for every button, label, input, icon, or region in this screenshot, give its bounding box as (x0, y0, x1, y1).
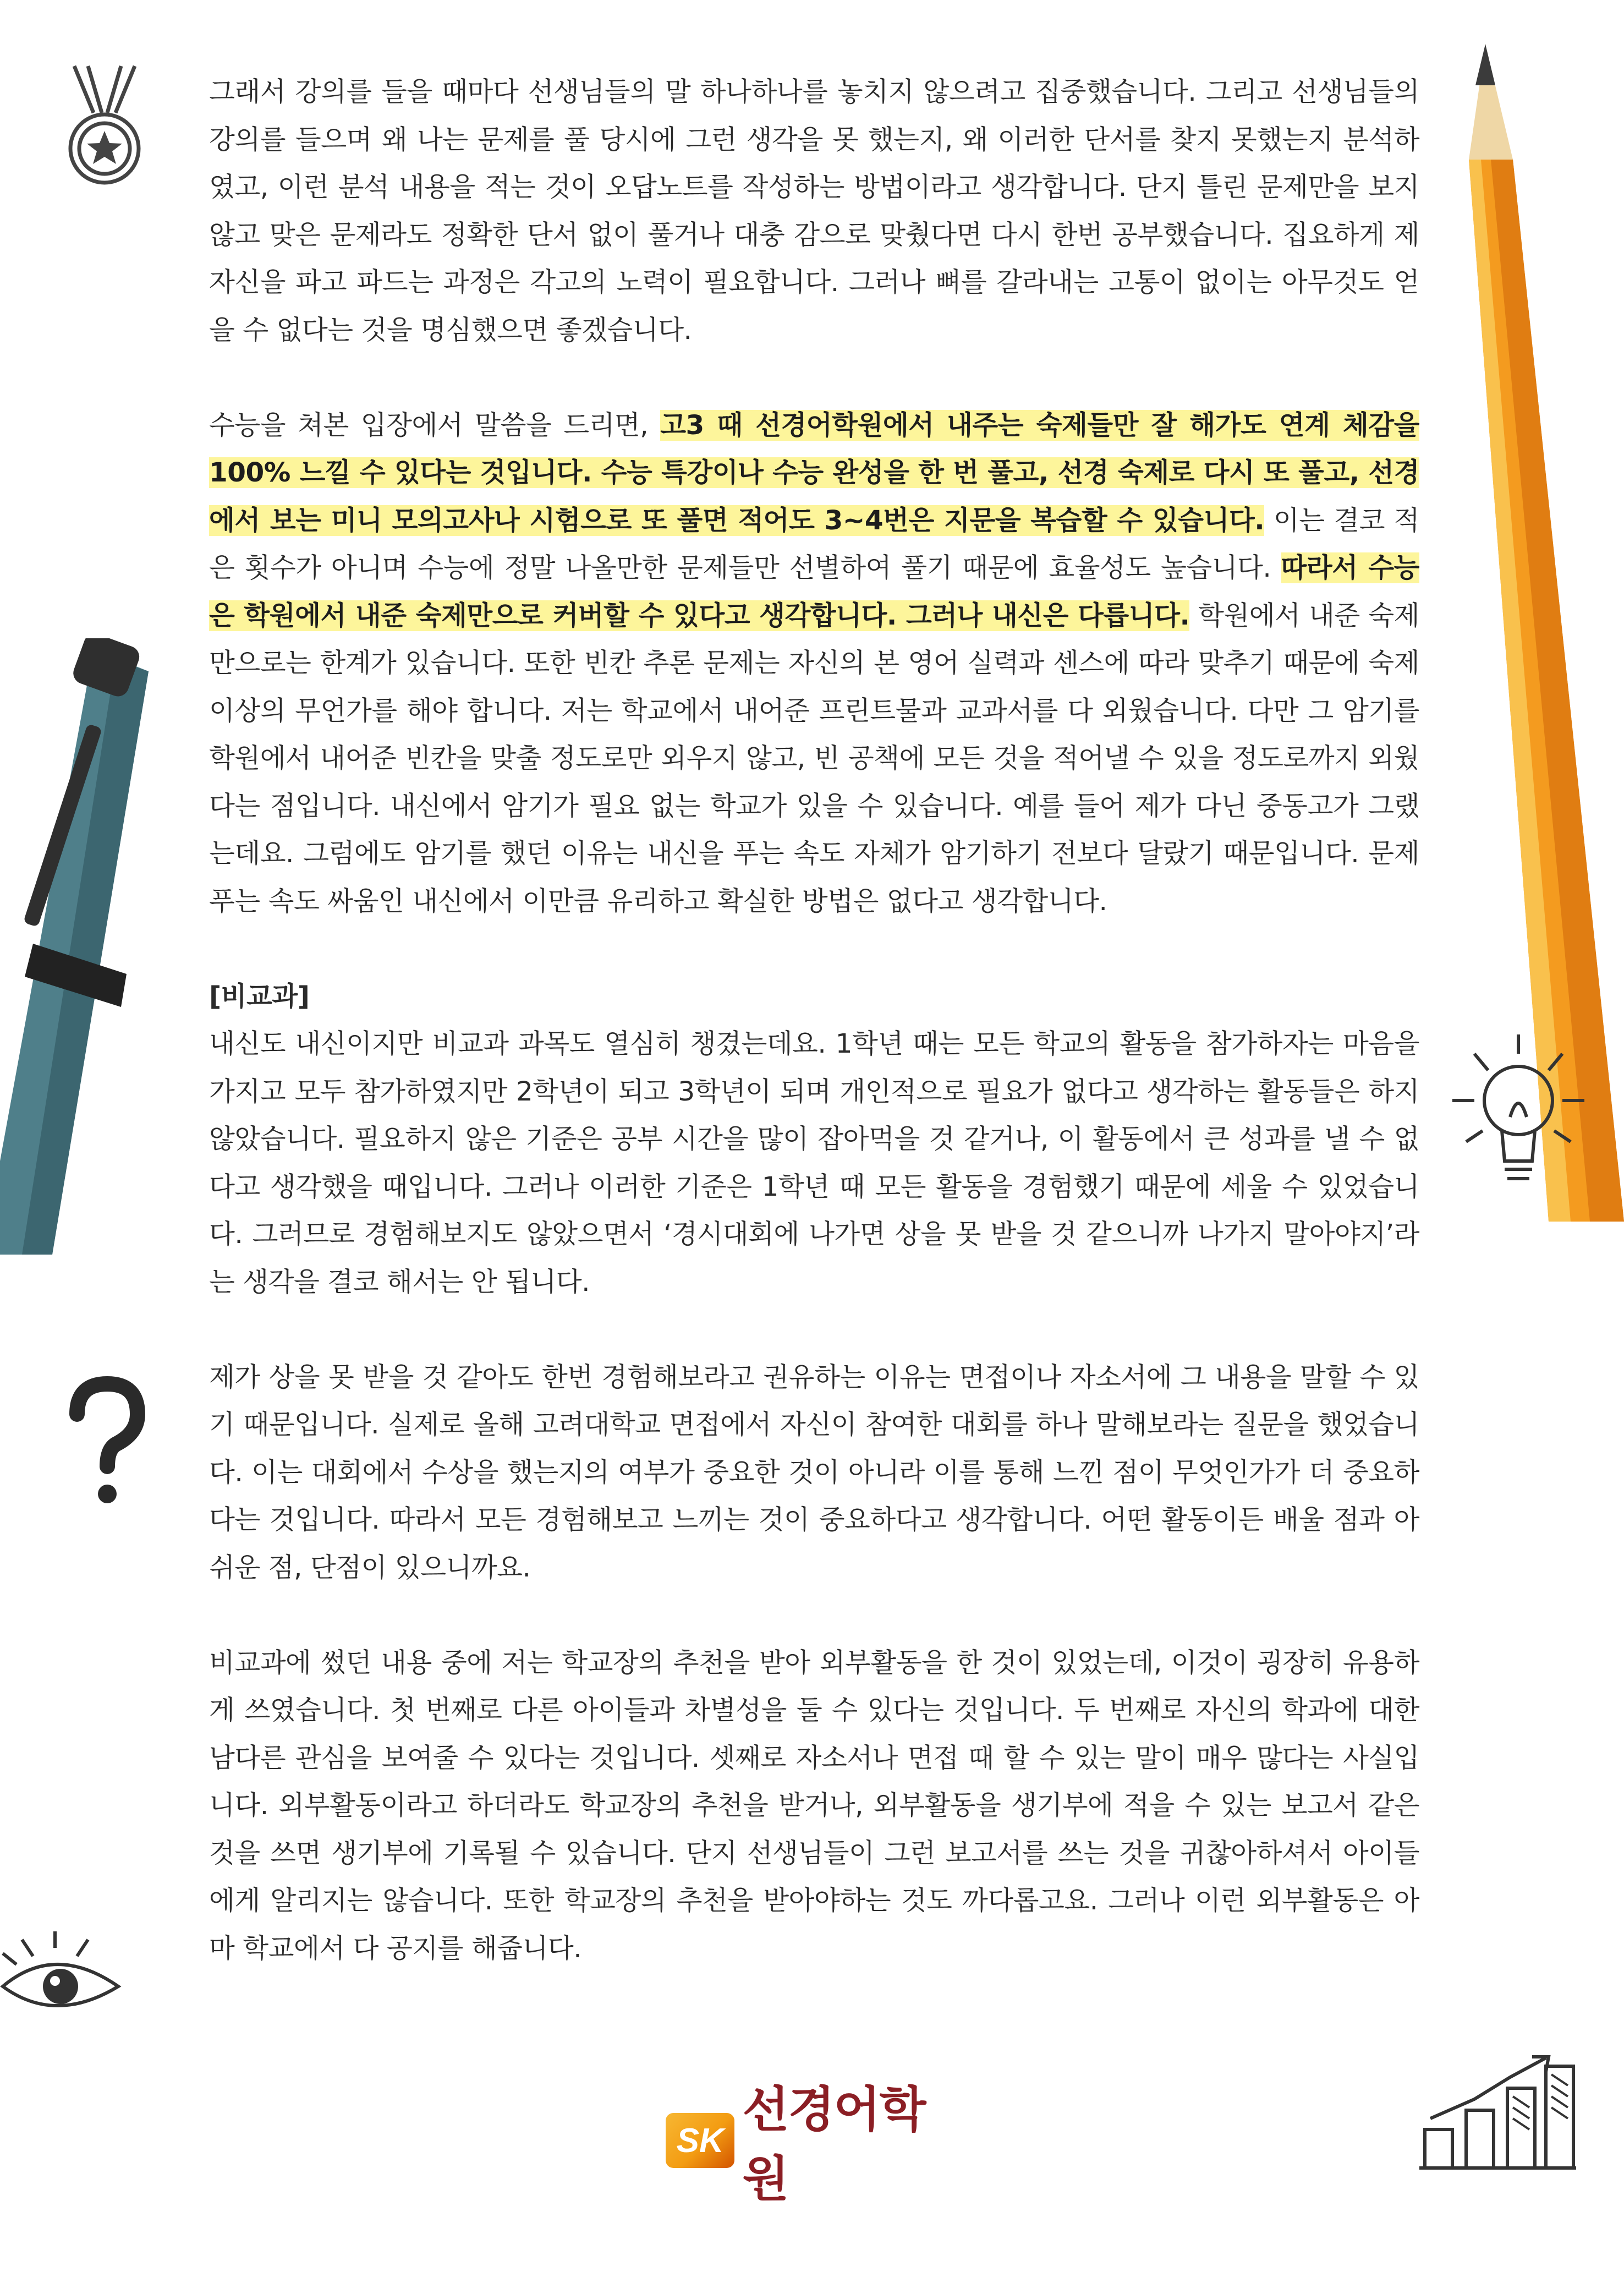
section-heading: [비교과] (209, 981, 310, 1012)
paragraph: 비교과에 썼던 내용 중에 저는 학교장의 추천을 받아 외부활동을 한 것이 있었는데, 이것이 굉장히 유용하게 쓰였습니다. 첫 번째로 다른 아이들과 차별성을 둘 수 있다는 것입니다. 두 번째로 자신의 학과에 대한 남다른 관심을 보여줄 수 있다는 것입니다. 셋째로 자소서나 면접 때 할 수 있는 말이 매우 많다는 사실입니다. 외부활동이라고 하더라도 학교장의 추천을 받거나, 외부활동을 생기부에 적을 수 있는 보고서 같은 것을 쓰면 생기부에 기록될 수 있습니다. 단지 선생님들이 그런 보고서를 쓰는 것을 귀찮아하셔서 아이들에게 알리지는 않습니다. 또한 학교장의 추천을 받아야하는 것도 까다롭고요. 그러나 이런 외부활동은 아마 학교에서 다 공지를 해줍니다. (209, 1647, 1419, 1964)
question-mark-icon (61, 1376, 149, 1508)
paragraph: 제가 상을 못 받을 것 같아도 한번 경험해보라고 권유하는 이유는 면접이나 자소서에 그 내용을 말할 수 있기 때문입니다. 실제로 올해 고려대학교 면접에서 자신이 참여한 대회를 하나 말해보라는 질문을 했었습니다. 이는 대회에서 수상을 했는지의 여부가 중요한 것이 아니라 이를 통해 느낀 점이 무엇인가가 더 중요하다는 것입니다. 따라서 모든 경험해보고 느끼는 것이 중요하다고 생각합니다. 어떤 활동이든 배울 점과 아쉬운 점, 단점이 있으니까요. (209, 1361, 1419, 1583)
logo-name: 선경어학원 (742, 2081, 925, 2207)
eye-icon (0, 1920, 127, 2030)
highlighted-text: 고3 때 선경어학원에서 내주는 숙제들만 잘 해가도 연계 체감을 100% 느낄 수 있다는 것입니다. 수능 특강이나 수능 완성을 한 번 풀고, 선경 숙제로 다시 또 풀고, 선경에서 보는 미니 모의고사나 시험으로 또 풀면 적어도 3~4번은 지문을 복습할 수 있습니다. (209, 409, 1419, 536)
logo-mark: SK (666, 2113, 734, 2168)
article-body (209, 68, 1419, 1972)
lightbulb-icon (1436, 1023, 1601, 1205)
paragraph: 내신도 내신이지만 비교과 과목도 열심히 챙겼는데요. 1학년 때는 모든 학교의 활동을 참가하자는 마음을 가지고 모두 참가하였지만 2학년이 되고 3학년이 되며 개인적으로 필요가 없다고 생각하는 활동들은 하지 않았습니다. 필요하지 않은 기준은 공부 시간을 많이 잡아먹을 것 같거나, 이 활동에서 큰 성과를 낼 수 없다고 생각했을 때입니다. 그러나 이러한 기준은 1학년 때 모든 활동을 경험했기 때문에 세울 수 있었습니다. 그러므로 경험해보지도 않았으면서 ‘경시대회에 나가면 상을 못 받을 것 같으니까 나가지 말아야지’라는 생각을 결코 해서는 안 됩니다. (209, 1028, 1419, 1297)
paragraph-text: 이는 결코 적은 횟수가 아니며 수능에 정말 나올만한 문제들만 선별하여 풀기 때문에 효율성도 높습니다. (209, 505, 1419, 583)
bar-growth-icon (1414, 2047, 1579, 2173)
paragraph (209, 402, 1419, 926)
paragraph-text: 학원에서 내준 숙제만으로는 한계가 있습니다. 또한 빈칸 추론 문제는 자신의 본 영어 실력과 센스에 따라 맞추기 때문에 숙제 이상의 무언가를 해야 합니다. 저는 학교에서 내어준 프린트물과 교과서를 다 외웠습니다. 다만 그 암기를 학원에서 내어준 빈칸을 맞출 정도로만 외우지 않고, 빈 공책에 모든 것을 적어낼 수 있을 정도로까지 외웠다는 점입니다. 내신에서 암기가 필요 없는 학교가 있을 수 있습니다. 예를 들어 제가 다닌 중동고가 그랬는데요. 그럼에도 암기를 했던 이유는 내신을 푸는 속도 자체가 암기하기 전보다 달랐기 때문입니다. 문제 푸는 속도 싸움인 내신에서 이만큼 유리하고 확실한 방법은 없다고 생각합니다. (209, 600, 1419, 917)
pen-icon (0, 638, 165, 1255)
paragraph (209, 68, 1419, 354)
paragraph-text: 수능을 쳐본 입장에서 말씀을 드리면, (209, 409, 661, 441)
medal-icon (55, 61, 154, 193)
paragraph-text: 그래서 강의를 들을 때마다 선생님들의 말 하나하나를 놓치지 않으려고 집중했습니다. 그리고 선생님들의 강의를 들으며 왜 나는 문제를 풀 당시에 그런 생각을 못 했는지, 왜 이러한 단서를 찾지 못했는지 분석하였고, 이런 분석 내용을 적는 것이 오답노트를 작성하는 방법이라고 생각합니다. 단지 틀린 문제만을 보지 않고 맞은 문제라도 정확한 단서 없이 풀거나 대충 감으로 맞췄다면 다시 한번 공부했습니다. 집요하게 제 자신을 파고 파드는 과정은 각고의 노력이 필요합니다. 그러나 뼈를 갈라내는 고통이 없이는 아무것도 얻을 수 없다는 것을 명심했으면 좋겠습니다. (209, 76, 1419, 346)
academy-logo (666, 2081, 963, 2207)
highlighted-text: 따라서 수능은 학원에서 내준 숙제만으로 커버할 수 있다고 생각합니다. 그러나 내신은 다릅니다. (209, 552, 1419, 631)
